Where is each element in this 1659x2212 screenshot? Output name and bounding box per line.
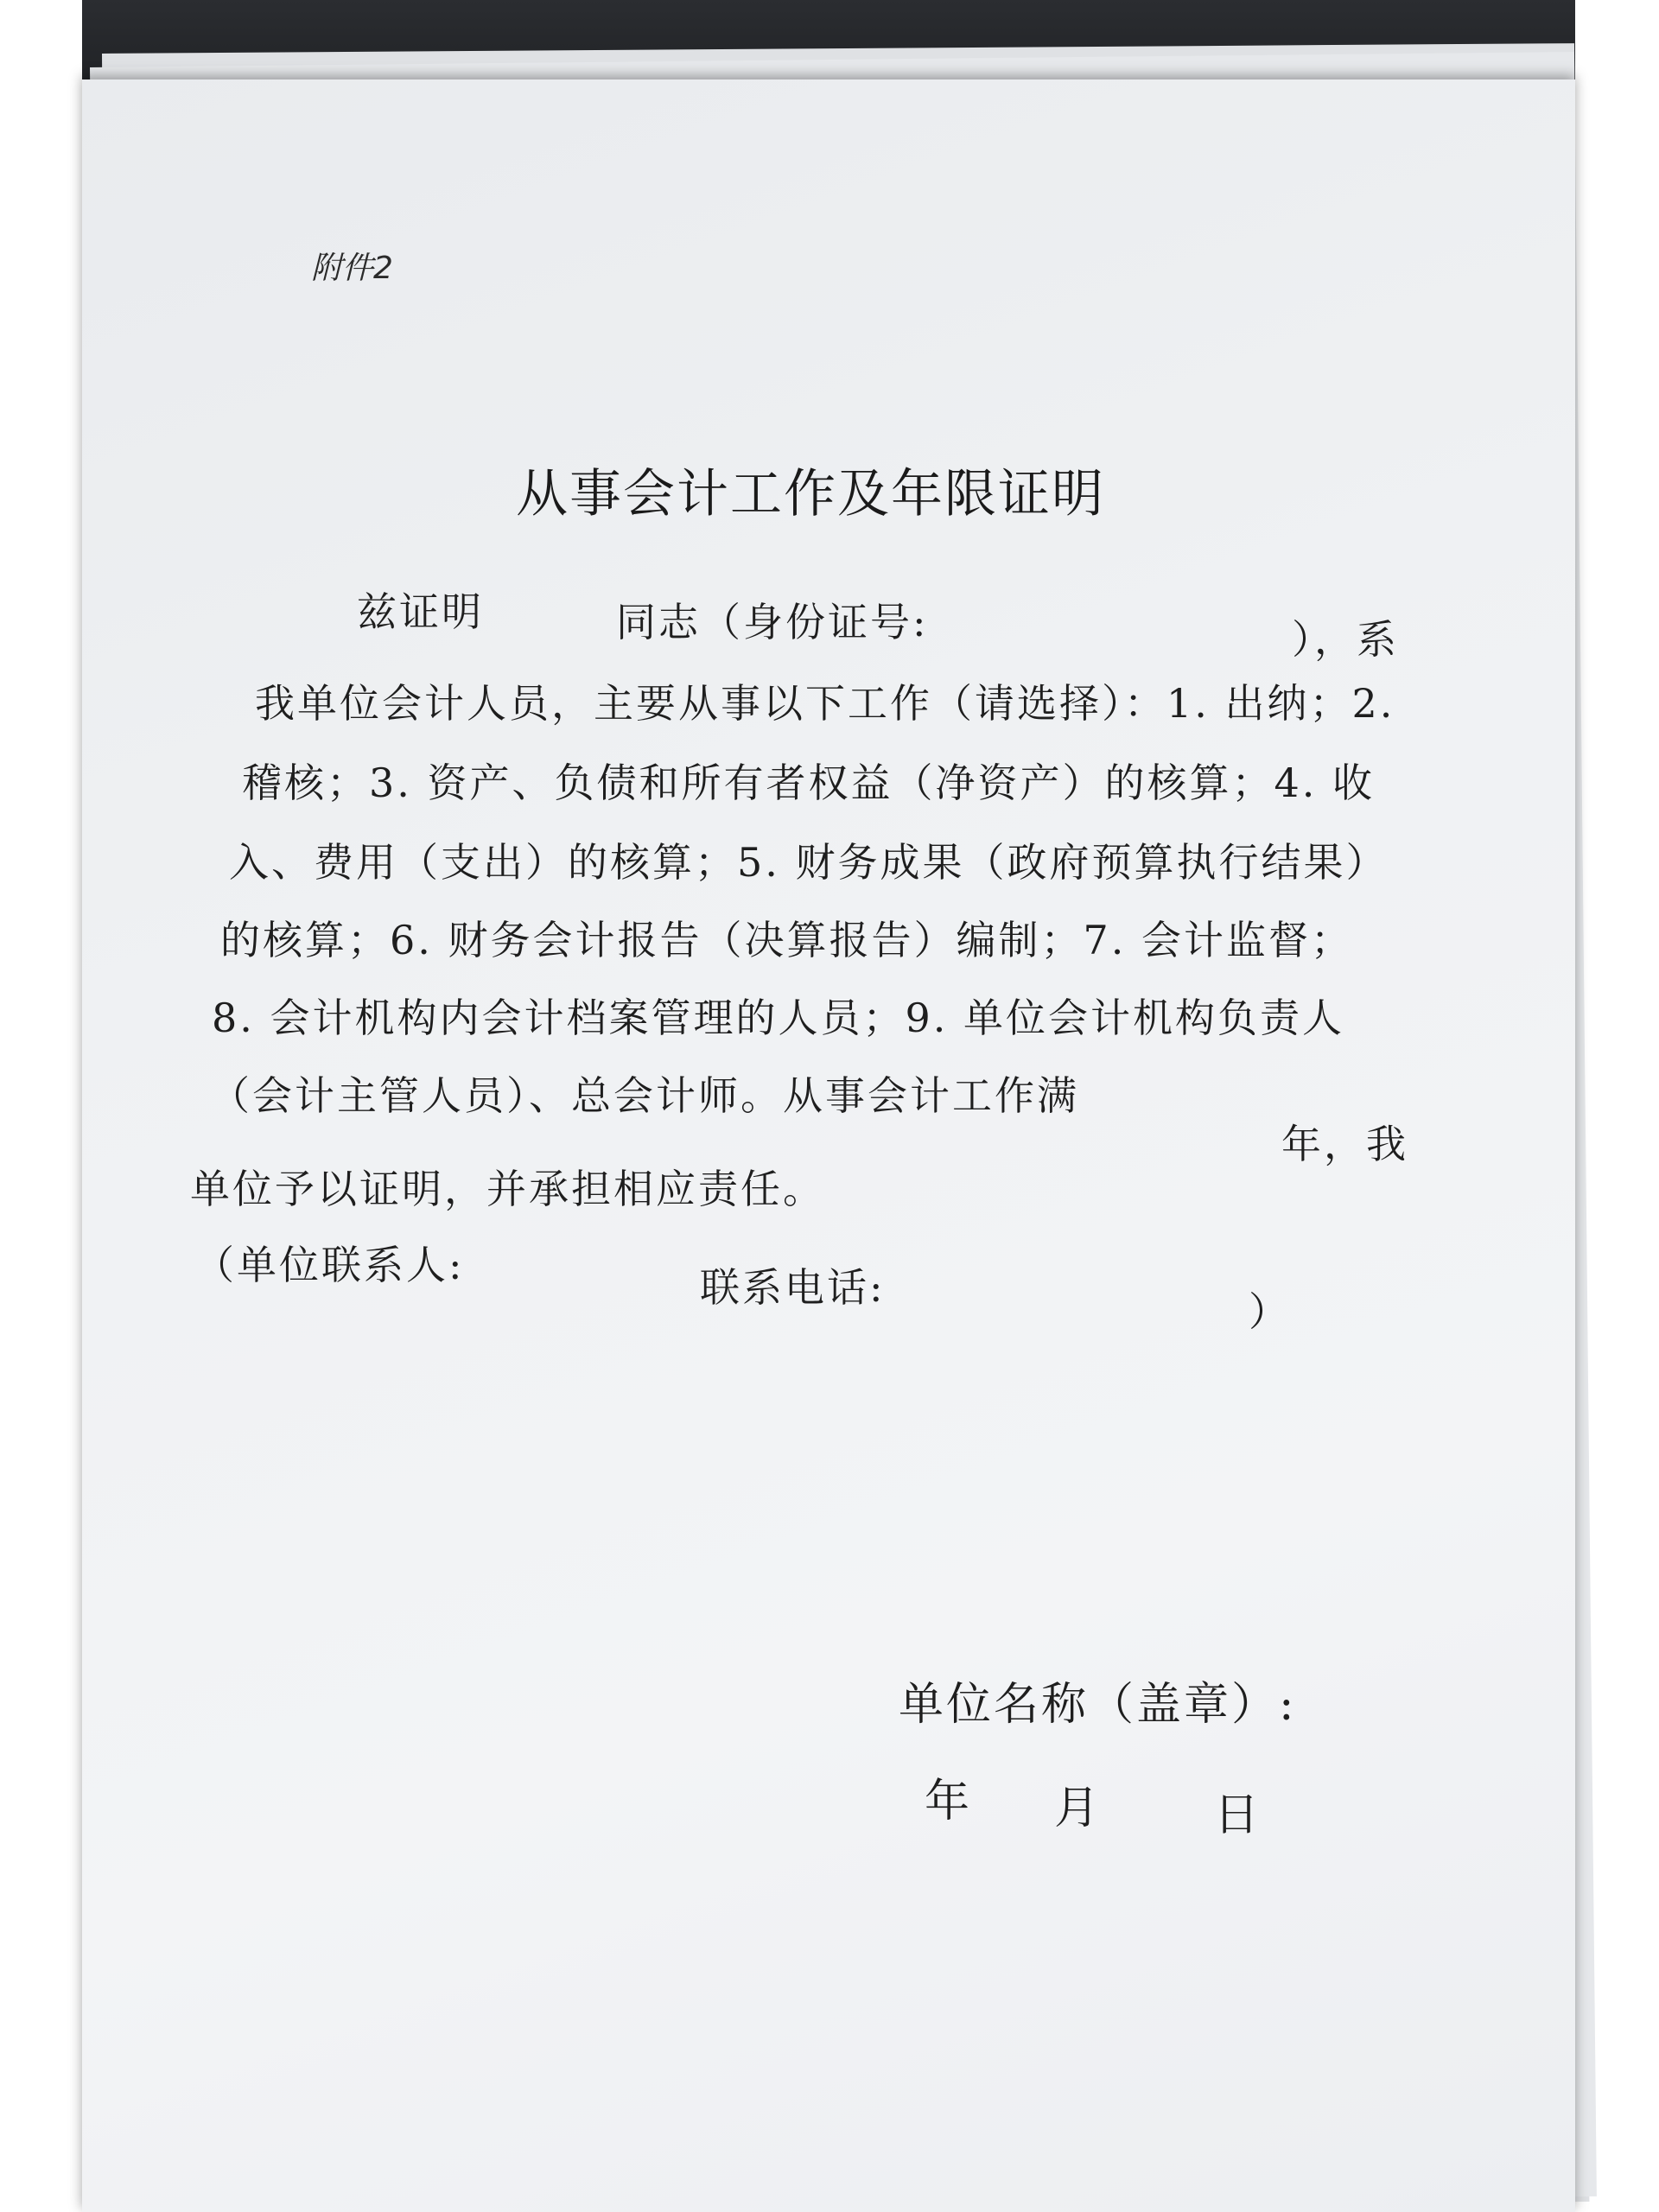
date-month: 月	[1054, 1783, 1100, 1834]
body-line: 8. 会计机构内会计档案管理的人员；9. 单位会计机构负责人	[212, 995, 1345, 1041]
document-title: 从事会计工作及年限证明	[516, 464, 1105, 524]
intro-comrade-id: 同志（身份证号:	[616, 599, 929, 645]
left-margin	[0, 0, 82, 2212]
body-line: 我单位会计人员，主要从事以下工作（请选择）：1. 出纳；2.	[255, 680, 1395, 727]
unit-name-stamp-label: 单位名称（盖章）:	[899, 1679, 1297, 1731]
date-year: 年	[925, 1776, 970, 1827]
body-line: 入、费用（支出）的核算；5. 财务成果（政府预算执行结果）	[229, 839, 1389, 886]
contact-close-paren: ）	[1249, 1288, 1291, 1335]
contact-person-label: （单位联系人:	[194, 1242, 465, 1288]
attachment-label: 附件2	[311, 251, 393, 286]
years-tail: 年，我	[1281, 1121, 1408, 1167]
intro-prefix: 兹证明	[357, 588, 484, 635]
document-page	[82, 79, 1575, 2212]
contact-phone-label: 联系电话:	[700, 1264, 886, 1311]
body-line: 的核算；6. 财务会计报告（决算报告）编制；7. 会计监督；	[220, 917, 1354, 963]
intro-suffix: ），系	[1292, 616, 1399, 663]
date-day: 日	[1214, 1789, 1260, 1841]
body-line: （会计主管人员）、总会计师。从事会计工作满	[210, 1072, 1079, 1119]
body-line: 稽核；3. 资产、负债和所有者权益（净资产）的核算；4. 收	[242, 760, 1376, 806]
body-line: 单位予以证明，并承担相应责任。	[190, 1166, 825, 1212]
